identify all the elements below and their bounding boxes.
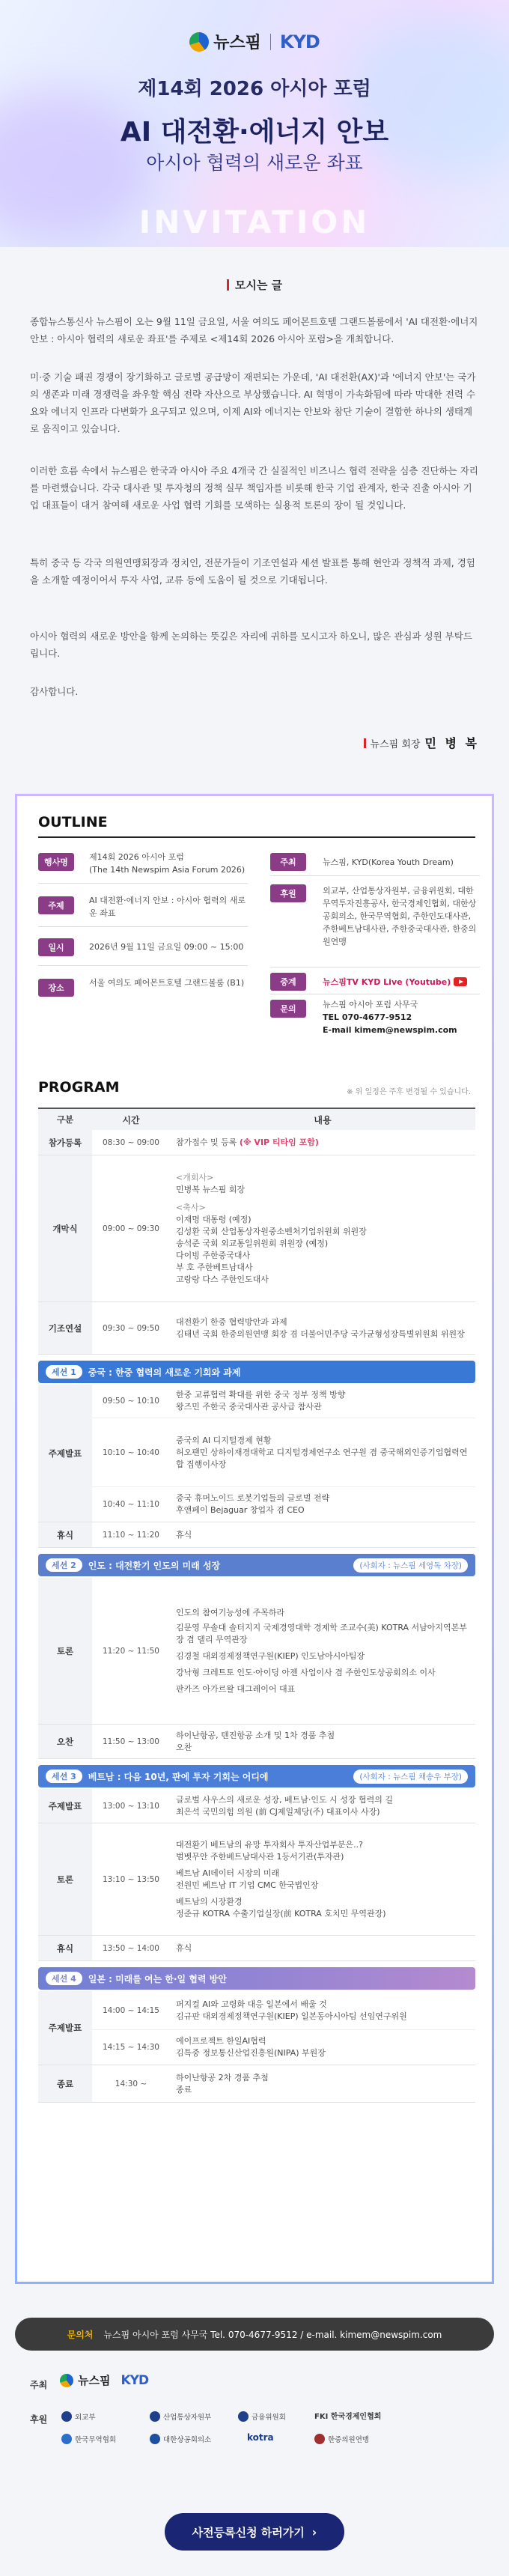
outline-label-stream: 중계 bbox=[270, 973, 306, 991]
session-2-header: 세션 2 인도 : 대전환기 인도의 미래 성장 (사회자 : 뉴스핌 세영독 차장) bbox=[38, 1554, 475, 1576]
contact-text: 뉴스핌 아시아 포럼 사무국 Tel. 070-4677-9512 / e-mail. kimem@newspim.com bbox=[103, 2329, 442, 2340]
outline-label-event: 행사명 bbox=[38, 853, 74, 871]
event-title: AI 대전환·에너지 안보 bbox=[120, 117, 389, 148]
hero-banner bbox=[0, 0, 509, 247]
logo-row bbox=[0, 30, 509, 53]
contact-bar bbox=[15, 2318, 494, 2351]
host-label: 주최 bbox=[30, 2380, 48, 2390]
outline-label-venue: 장소 bbox=[38, 979, 74, 997]
sponsor-logo: 한중의원연맹 bbox=[314, 2434, 369, 2444]
table-row: 휴식 11:10 ~ 11:20 휴식 bbox=[38, 1522, 475, 1548]
invitation-text: INVITATION bbox=[138, 204, 371, 240]
pre-registration-button[interactable]: 사전등록신청 하러가기 › bbox=[165, 2513, 344, 2551]
chevron-right-icon: › bbox=[311, 2524, 317, 2539]
outline-label-theme: 주제 bbox=[38, 896, 74, 914]
host-logos bbox=[60, 2372, 148, 2388]
sponsor-label: 후원 bbox=[30, 2414, 48, 2425]
outline-event: 제14회 2026 아시아 포럼 (The 14th Newspim Asia Forum 2026) bbox=[89, 852, 246, 875]
outline-sponsor: 외교부, 산업통상자원부, 금융위원회, 대한무역투자진흥공사, 한국경제인협회, 대한상공회의소, 한국무역협회, 주한인도대사관, 주한베트남대사관, 주한중국대사관, 한중의원연맹 bbox=[323, 886, 477, 947]
outline-inquiry: 뉴스핌 아시아 포럼 사무국 TEL 070-4677-9512 E-mail kimem@newspim.com bbox=[323, 998, 480, 1036]
newspim-logo: 뉴스핌 bbox=[60, 2372, 110, 2388]
sponsor-logo: 대한상공회의소 bbox=[150, 2434, 211, 2444]
session-3-header: 세션 3 베트남 : 다음 10년, 판에 투자 기회는 어디에 (사회자 : 뉴스핌 채송우 부장) bbox=[38, 1765, 475, 1787]
info-card bbox=[15, 794, 494, 2284]
table-row: 개막식 09:00 ~ 09:30 <개회사> 민병복 뉴스핌 회장 <축사> 이재명 대통령 (예정) 김성환 국회 산업통상자원중소벤처기업위원회 위원장 송석준 국회 외교통일위원회 위원장 (예정) 다이빙 주한중국대사 부 호 주한베트남대사 고랑랑 다스 주한인도대사 bbox=[38, 1155, 475, 1302]
table-row: 종료 14:30 ~ 하이난항공 2차 경품 추첨 종료 bbox=[38, 2065, 475, 2103]
program-table bbox=[38, 1108, 475, 2103]
greeting-paragraph: 미·중 기술 패권 경쟁이 장기화하고 글로벌 공급망이 재편되는 가운데, 'AI 대전환(AX)'과 '에너지 안보'는 국가의 생존과 미래 경쟁력을 좌우할 핵심 전략 자산으로 부상했습니다. AI 혁명이 가속화됨에 따라 막대한 전력 수요와 에너지 인프라 다변화가 요구되고 있으며, 이제 AI와 에너지는 안보와 참단 기술이 결합한 하나의 생태계로 움직이고 있습니다. bbox=[30, 371, 476, 434]
kyd-logo: KYD bbox=[121, 2372, 149, 2388]
table-row: 휴식 13:50 ~ 14:00 휴식 bbox=[38, 1936, 475, 1961]
outline-date: 2026년 9월 11일 금요일 09:00 ~ 15:00 bbox=[89, 942, 244, 952]
sponsor-logo: FKI 한국경제인협회 bbox=[314, 2413, 382, 2421]
greeting-paragraph: 이러한 흐름 속에서 뉴스핌은 한국과 아시아 주요 4개국 간 실질적인 비즈니스 협력 전략을 심층 진단하는 자리를 마련했습니다. 각국 대사관 및 투자청의 정책 실무 책임자를 비롯해 한국 기업 관계자, 한국 진출 아시아 기업 대표들이 대거 참여해 새로운 사업 협력 기회를 모색하는 실용적 토론의 장이 될 것입니다. bbox=[30, 465, 478, 511]
newspim-logo: 뉴스핌 bbox=[189, 30, 261, 53]
table-row: 토론 11:20 ~ 11:50 인도의 참여기능성에 주목하라 김문영 무솔대 솔터지지 국제경영대학 경제학 조교수(美) KOTRA 서남아지역본부장 겸 델리 무역관장 김경철 대외경제정책연구원(KIEP) 인도남아시아팀장 강낙형 크레트토 인도·아이딩 아젠 사업이사 겸 주한인도상공회의소 이사 판카즈 아가르왈 대그레이어 대표 bbox=[38, 1578, 475, 1725]
outline-venue: 서울 여의도 페어몬트호텔 그랜드볼룸 (B1) bbox=[89, 978, 245, 988]
outline-stream[interactable]: 뉴스핌TV KYD Live (Youtube) bbox=[323, 976, 480, 988]
outline-label-host: 주최 bbox=[270, 853, 306, 871]
outline-title: OUTLINE bbox=[38, 814, 108, 830]
session-4-header: 세션 4 일본 : 미래를 여는 한·일 협력 방안 bbox=[38, 1967, 475, 1990]
event-subtitle: 아시아 협력의 새로운 좌표 bbox=[146, 152, 363, 174]
table-row: 참가등록 08:30 ~ 09:00 참가접수 및 등록 (※ VIP 티타임 포함) bbox=[38, 1130, 475, 1155]
greeting-paragraph: 종합뉴스통신사 뉴스핌이 오는 9월 11일 금요일, 서울 여의도 페어몬트호텔 그랜드볼룸에서 'AI 대전환·에너지 안보 : 아시아 협력의 새로운 좌표'를 주제로 <제14회 2026 아시아 포럼>을 개최합니다. bbox=[30, 316, 478, 344]
table-row: 토론 13:10 ~ 13:50 대전환기 베트남의 유망 투자회사 투자산업부분은..? 범벳무안 주한베트남대사관 1등서기관(투자관) 베트남 AI데이터 시장의 미래 전원민 베트남 IT 기업 CMC 한국법인장 베트남의 시장환경 정준규 KOTRA 수출기업실장(前 KOTRA 호치민 무역관장) bbox=[38, 1823, 475, 1936]
greeting-heading: 모시는 글 bbox=[0, 277, 509, 293]
greeting-paragraph: 아시아 협력의 새로운 방안을 함께 논의하는 뜻깊은 자리에 귀하를 모시고자 하오니, 많은 관심과 성원 부탁드립니다. bbox=[30, 631, 472, 659]
kyd-logo: KYD bbox=[279, 31, 320, 52]
outline-label-date: 일시 bbox=[38, 938, 74, 956]
table-row: 기조연설 09:30 ~ 09:50 대전환기 한중 협력방안과 과제 김태년 국회 한중의원연맹 회장 겸 더불어민주당 국가균형성장특별위원회 위원장 bbox=[38, 1302, 475, 1355]
contact-label: 문의처 bbox=[67, 2329, 94, 2340]
inquiry-email[interactable]: E-mail kimem@newspim.com bbox=[323, 1025, 457, 1035]
program-title: PROGRAM bbox=[38, 1079, 120, 1096]
outline-label-sponsor: 후원 bbox=[270, 884, 306, 902]
sponsor-logo: kotra bbox=[247, 2432, 274, 2443]
table-header: 구분 시간 내용 bbox=[38, 1108, 475, 1130]
outline-host: 뉴스핌, KYD(Korea Youth Dream) bbox=[323, 857, 454, 867]
table-row: 주제발표 09:50 ~ 10:10 한중 교류협력 확대를 위한 중국 정부 정책 방향 왕즈민 주한국 중국대사관 공사급 참사관 10:10 ~ 10:40 중국의 AI 디지털경제 현황 허오팬민 상하이재경대학교 디지털경제연구소 연구원 겸 중국해외인증기업협력연합 집행이사장 10:40 ~ 11:10 중국 휴머노이드 로봇기업들의 글로벌 전략 후앤페이 Bejaguar 창업자 겸 CEO bbox=[38, 1385, 475, 1522]
youtube-icon bbox=[454, 977, 467, 986]
outline-label-inquiry: 문의 bbox=[270, 1000, 306, 1018]
greeting-paragraph: 감사합니다. bbox=[30, 686, 79, 697]
table-row: 오찬 11:50 ~ 13:00 하이난항공, 텐진항공 소개 및 1차 경품 추첨 오찬 bbox=[38, 1725, 475, 1759]
table-row: 주제발표 13:00 ~ 13:10 글로벌 사우스의 새로운 성장, 베트남·인도 시 성장 협력의 길 최은석 국민의힘 의원 (前 CJ제일제당(주) 대표이사 사장) bbox=[38, 1789, 475, 1823]
greeting-paragraph: 특히 중국 등 각국 의원연맹회장과 정치인, 전문가들이 기조연설과 세션 발표를 통해 현안과 정책적 과제, 경험을 소개할 예정이어서 투자 사업, 교류 등에 도움이 될 것으로 기대됩니다. bbox=[30, 557, 475, 586]
table-row: 주제발표 14:00 ~ 14:15 퍼지컬 AI와 고령화 대응 일본에서 배울 것 김규판 대외경제정책연구원(KIEP) 일본동아시아팀 선임연구위원 14:15 ~ 14:30 에이프로젝트 한일AI협력 김특중 정보통신산업진흥원(NIPA) 부원장 bbox=[38, 1991, 475, 2065]
sponsor-logo: 한국무역협회 bbox=[61, 2434, 116, 2444]
sponsor-logo: 금융위원회 bbox=[238, 2411, 286, 2422]
event-edition: 제14회 2026 아시아 포럼 bbox=[138, 78, 371, 100]
sponsor-logo: 산업통상자원부 bbox=[150, 2411, 211, 2422]
signature: 뉴스핌 회장 민 병 복 bbox=[364, 734, 479, 751]
session-1-header: 세션 1 중국 : 한중 협력의 새로운 기회와 과제 bbox=[38, 1361, 475, 1383]
sponsor-logo: 외교부 bbox=[61, 2411, 96, 2422]
program-note: ※ 위 일정은 주후 변경될 수 있습니다. bbox=[347, 1088, 471, 1096]
outline-theme: AI 대전환·에너지 안보 : 아시아 협력의 새로운 좌표 bbox=[89, 896, 246, 918]
